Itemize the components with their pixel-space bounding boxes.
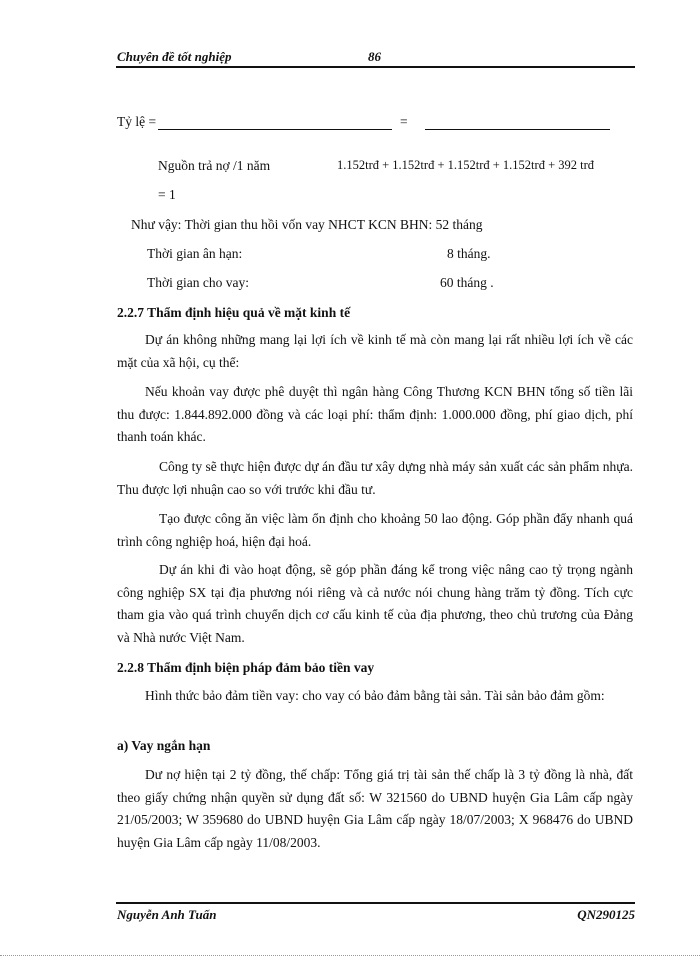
ratio-label: Tỷ lệ = — [117, 114, 157, 129]
paragraph — [117, 508, 633, 553]
summary-line: Như vậy: Thời gian thu hồi vốn vay NHCT KCN BHN: 52 tháng — [131, 217, 483, 232]
formula-result: = 1 — [158, 187, 176, 202]
paragraph — [117, 559, 633, 649]
page-number: 86 — [368, 49, 381, 64]
paragraph-text: Dư nợ hiện tại 2 tỷ đồng, thế chấp: Tổng giá trị tài sản thế chấp là 3 tỷ đồng là nhà, đất theo giấy chứng nhận quyền sử dụng đất số: W 321560 do UBND huyện Gia Lâm cấp ngày 21/05/2003; W 359680 do UBND huyện Gia Lâm cấp ngày 18/07/2003; X 968476 do UBND huyện Gia Lâm cấp ngày 11/08/2003. — [117, 767, 633, 850]
footer-author: Nguyễn Anh Tuấn — [117, 907, 217, 922]
numerator-blank-2 — [425, 129, 610, 130]
section-heading-2-2-7: 2.2.7 Thẩm định hiệu quả về mặt kinh tế — [117, 305, 351, 320]
denominator-value: 1.152trđ + 1.152trđ + 1.152trđ + 1.152trđ + 392 trđ — [337, 158, 595, 172]
header-title: Chuyên đề tốt nghiệp — [117, 49, 232, 64]
grace-period-label: Thời gian ân hạn: — [147, 246, 243, 261]
footer-rule — [116, 902, 635, 904]
paragraph-text: Công ty sẽ thực hiện được dự án đầu tư xây dựng nhà máy sản xuất các sản phẩm nhựa. Thu được lợi nhuận cao so với trước khi đầu tư. — [117, 459, 633, 497]
paragraph-text: Tạo được công ăn việc làm ổn định cho khoảng 50 lao động. Góp phần đẩy nhanh quá trình công nghiệp hoá, hiện đại hoá. — [117, 511, 633, 549]
paragraph — [117, 381, 633, 449]
paragraph — [117, 329, 633, 374]
loan-period-label: Thời gian cho vay: — [147, 275, 249, 290]
paragraph — [117, 456, 633, 501]
formula-equals: = — [400, 114, 408, 129]
numerator-blank-1 — [158, 129, 392, 130]
paragraph-text: Nếu khoản vay được phê duyệt thì ngân hàng Công Thương KCN BHN tổng số tiền lãi thu được: 1.844.892.000 đồng và các loại phí: thẩm định: 1.000.000 đồng, phí giao dịch, phí thanh toán khác. — [117, 384, 633, 444]
sub-heading-short-term-loan: a) Vay ngắn hạn — [117, 738, 211, 753]
grace-period-value: 8 tháng. — [447, 246, 491, 261]
page-edge-divider — [0, 955, 700, 956]
footer-code: QN290125 — [577, 907, 635, 922]
header-rule — [116, 66, 635, 68]
loan-period-value: 60 tháng . — [440, 275, 494, 290]
paragraph — [117, 685, 633, 708]
paragraph-text: Hình thức bảo đảm tiền vay: cho vay có bảo đảm bằng tài sản. Tài sản bảo đảm gồm: — [145, 688, 605, 703]
paragraph — [117, 764, 633, 854]
denominator-label: Nguồn trả nợ /1 năm — [158, 158, 271, 173]
paragraph-text: Dự án khi đi vào hoạt động, sẽ góp phần đáng kể trong việc nâng cao tỷ trọng ngành công nghiệp SX tại địa phương nói riêng và cả nước nói chung hàng trăm tỷ đồng. Tích cực tham gia vào quá trình chuyển dịch cơ cấu kinh tế của địa phương, theo chủ trương của Đảng và Nhà nước Việt Nam. — [117, 562, 633, 645]
section-heading-2-2-8: 2.2.8 Thẩm định biện pháp đảm bảo tiền vay — [117, 660, 375, 675]
paragraph-text: Dự án không những mang lại lợi ích về kinh tế mà còn mang lại rất nhiều lợi ích về các mặt của xã hội, cụ thể: — [117, 332, 633, 370]
